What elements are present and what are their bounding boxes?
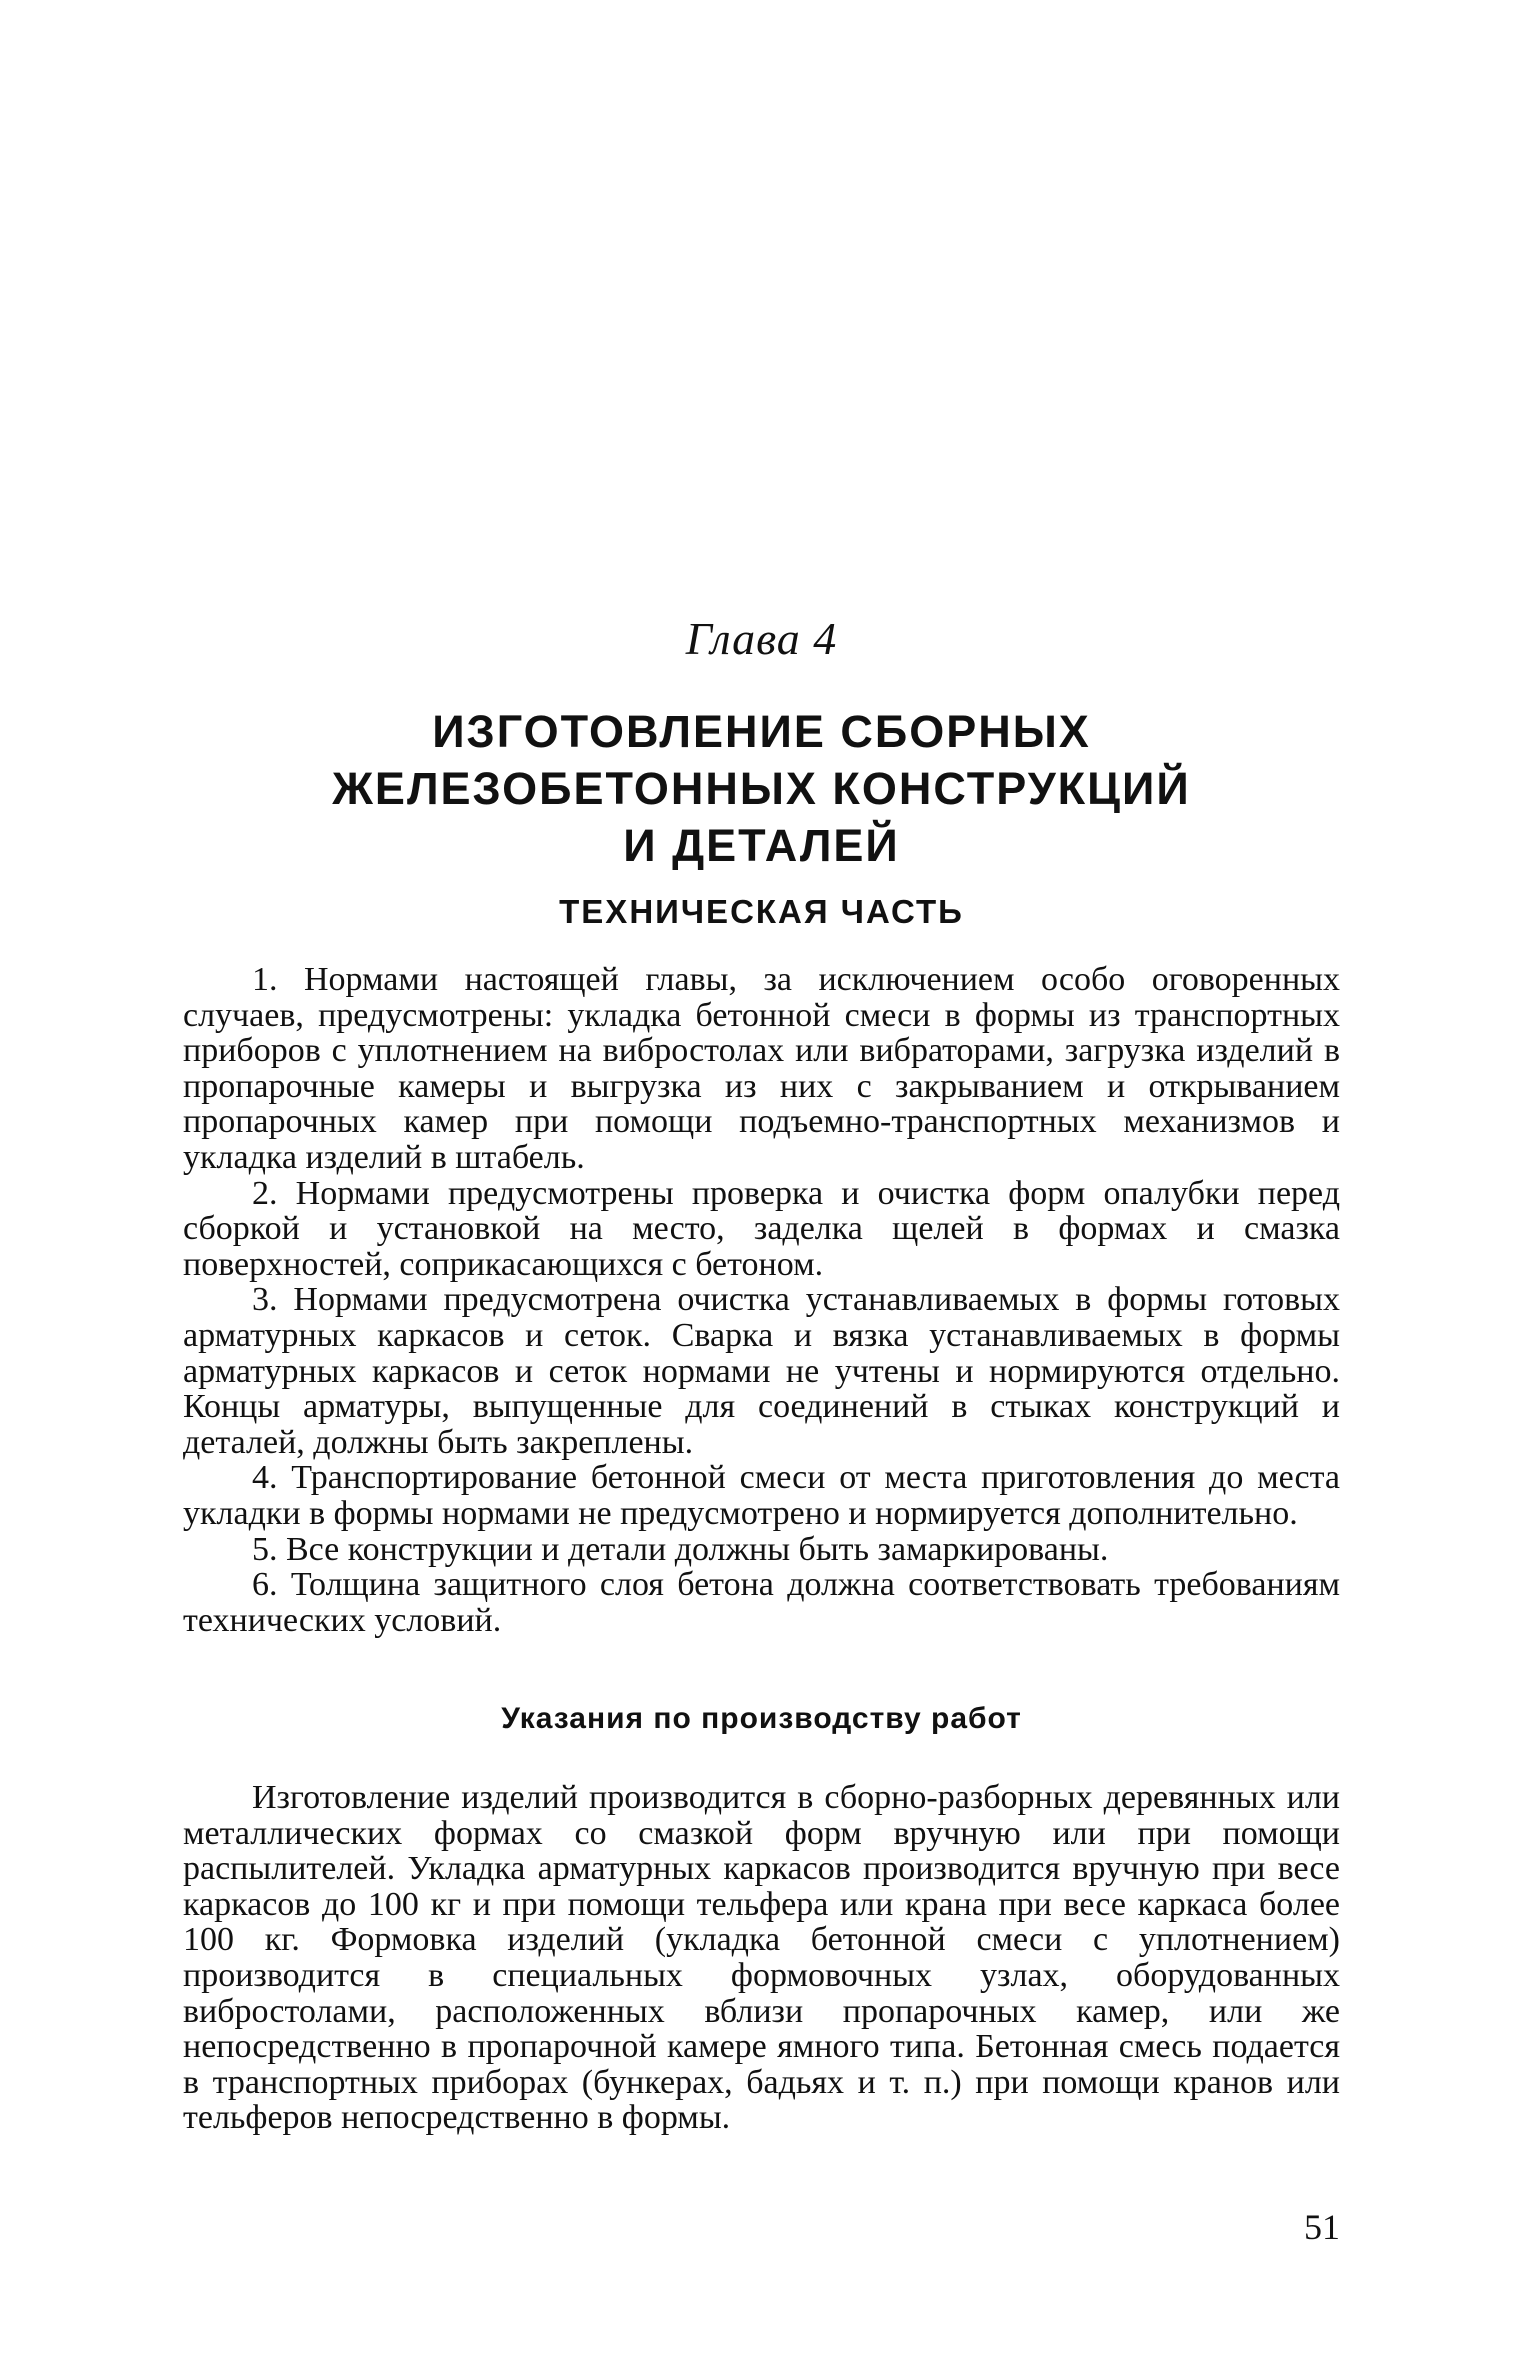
paragraph-6: 6. Толщина защитного слоя бетона должна соответствовать требованиям технических условий. <box>183 1566 1340 1639</box>
chapter-number: Глава 4 <box>685 613 838 664</box>
paragraph-1: 1. Нормами настоящей главы, за исключением особо оговоренных случаев, предусмотрены: укладка бетонной смеси в формы из транспортных приборов с уплотнением на вибростолах или вибраторами, загрузка изделий в пропарочные камеры и выгрузка из них с закрыванием и открыванием пропарочных камер при помощи подъемно-транспортных механизмов и укладка изделий в штабель. <box>183 961 1340 1176</box>
technical-part-paragraphs <box>183 962 1340 1638</box>
chapter-title-line: ЖЕЛЕЗОБЕТОННЫХ КОНСТРУКЦИЙ <box>332 763 1191 814</box>
page-number: 51 <box>1304 2207 1340 2247</box>
book-page <box>183 0 1340 2362</box>
paragraph-3: 3. Нормами предусмотрена очистка устанавливаемых в формы готовых арматурных каркасов и сеток. Сварка и вязка устанавливаемых в формы арматурных каркасов и сеток нормами не учтены и нормируются отдельно. Концы арматуры, выпущенные для соединений в стыках конструкций и деталей, должны быть закреплены. <box>183 1281 1340 1461</box>
paragraph-2: 2. Нормами предусмотрены проверка и очистка форм опалубки перед сборкой и установкой на место, заделка щелей в формах и смазка поверхностей, соприкасающихся с бетоном. <box>183 1174 1340 1283</box>
chapter-title-line: ИЗГОТОВЛЕНИЕ СБОРНЫХ <box>432 706 1091 757</box>
section-heading: ТЕХНИЧЕСКАЯ ЧАСТЬ <box>559 893 964 930</box>
paragraph-4: 4. Транспортирование бетонной смеси от места приготовления до места укладки в формы нормами не предусмотрено и нормируется дополнительно. <box>183 1459 1340 1532</box>
work-instructions-paragraph: Изготовление изделий производится в сборно-разборных деревянных или металлических формах со смазкой форм вручную или при помощи распылителей. Укладка арматурных каркасов производится вручную при весе каркасов до 100 кг и при помощи тельфера или крана при весе каркаса более 100 кг. Формовка изделий (укладка бетонной смеси с уплотнением) производится в специальных формовочных узлах, оборудованных вибростолами, расположенных вблизи пропарочных камер, или же непосредственно в пропарочной камере ямного типа. Бетонная смесь подается в транспортных приборах (бункерах, бадьях и т. п.) при помощи кранов или тельферов непосредственно в формы. <box>183 1779 1340 2137</box>
chapter-title-line: И ДЕТАЛЕЙ <box>623 820 900 871</box>
paragraph-5: 5. Все конструкции и детали должны быть замаркированы. <box>252 1530 1109 1568</box>
chapter-title <box>183 703 1340 874</box>
subheading: Указания по производству работ <box>501 1702 1022 1735</box>
